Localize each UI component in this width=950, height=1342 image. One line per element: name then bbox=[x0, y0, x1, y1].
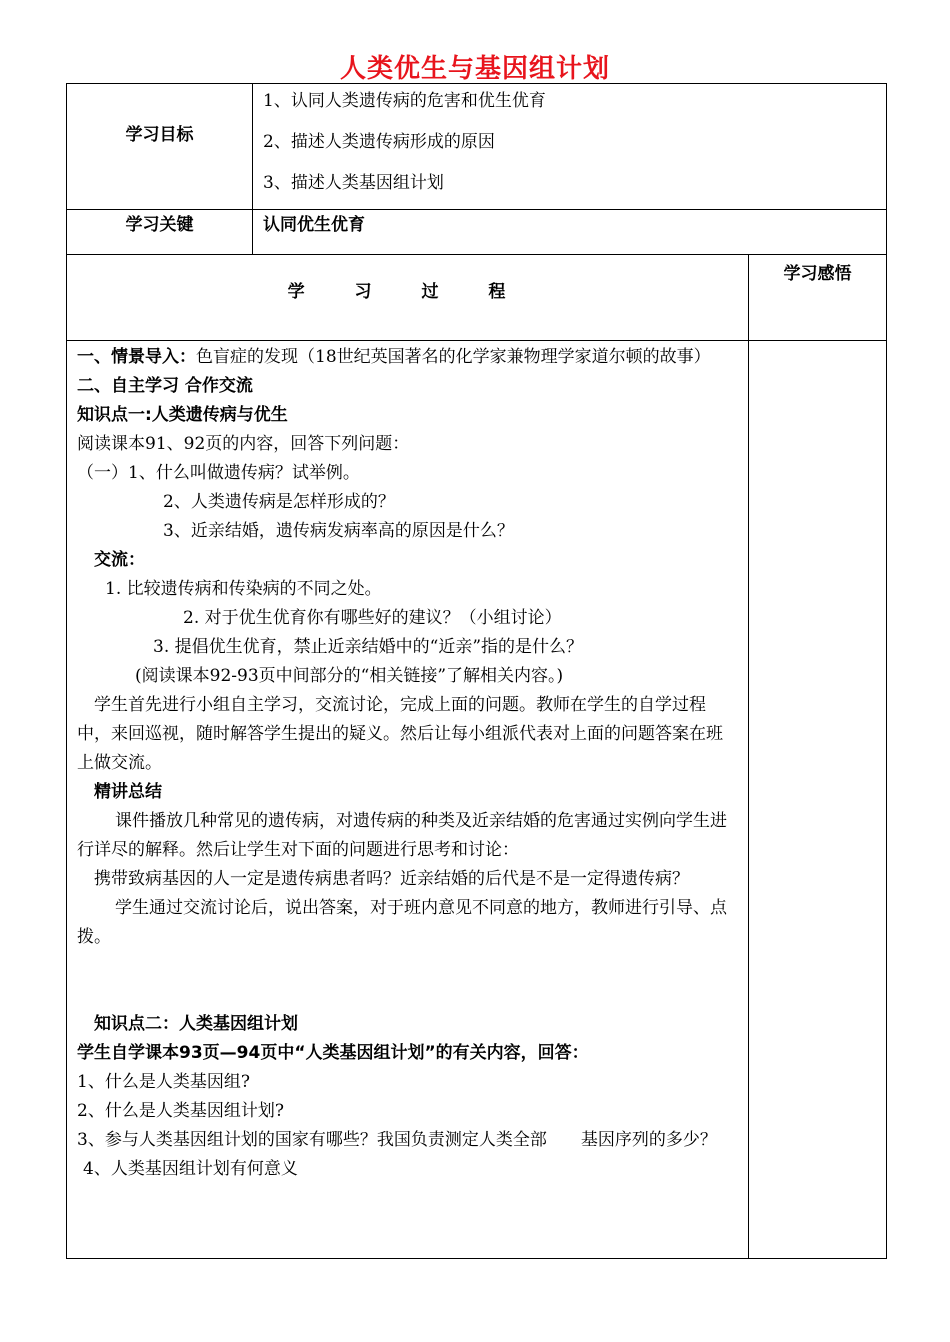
spacer bbox=[77, 952, 738, 1010]
question-2: 2、人类遗传病是怎样形成的？ bbox=[163, 492, 395, 512]
kp2-question-4: 4、人类基因组计划有何意义 bbox=[83, 1159, 298, 1179]
kp2-question-3: 3、参与人类基因组计划的国家有哪些？我国负责测定人类全部 基因序列的多少？ bbox=[77, 1130, 717, 1150]
kp2-question-2: 2、什么是人类基因组计划? bbox=[77, 1101, 284, 1121]
self-study-instruction: 学生自学课本93页—94页中“人类基因组计划”的有关内容，回答： bbox=[77, 1043, 589, 1063]
key-label: 学习关键 bbox=[67, 210, 253, 255]
objective-item: 2、描述人类遗传病形成的原因 bbox=[263, 132, 495, 152]
exchange-heading: 交流： bbox=[94, 550, 145, 570]
process-content-row bbox=[67, 341, 887, 1259]
paragraph-1: 学生首先进行小组自主学习，交流讨论，完成上面的问题。教师在学生的自学过程中，来回巡视，随时解答学生提出的疑义。然后让每小组派代表对上面的问题答案在班上做交流。 bbox=[77, 695, 723, 773]
paragraph-4: 学生通过交流讨论后，说出答案，对于班内意见不同意的地方，教师进行引导、点拨。 bbox=[77, 898, 727, 947]
knowledge-point-2-title: 知识点二：人类基因组计划 bbox=[94, 1014, 298, 1034]
question-1: （一）1、什么叫做遗传病？试举例。 bbox=[77, 463, 360, 483]
paragraph-3: 携带致病基因的人一定是遗传病患者吗？近亲结婚的后代是不是一定得遗传病？ bbox=[94, 869, 689, 889]
study-plan-table bbox=[66, 83, 887, 1259]
process-header-row bbox=[67, 255, 887, 341]
key-row bbox=[67, 210, 887, 255]
process-label: 学 习 过 程 bbox=[67, 255, 749, 341]
objectives-list bbox=[253, 84, 887, 210]
exchange-item-3: 3. 提倡优生优育，禁止近亲结婚中的“近亲”指的是什么？ bbox=[153, 637, 584, 657]
exchange-note: (阅读课本92-93页中间部分的“相关链接”了解相关内容。) bbox=[135, 666, 564, 686]
key-value: 认同优生优育 bbox=[253, 210, 887, 255]
reading-instruction: 阅读课本91、92页的内容，回答下列问题： bbox=[77, 434, 410, 454]
process-content bbox=[67, 341, 749, 1259]
reflection-column bbox=[749, 341, 887, 1259]
objective-item: 3、描述人类基因组计划 bbox=[263, 173, 444, 193]
kp2-question-1: 1、什么是人类基因组? bbox=[77, 1072, 250, 1092]
exchange-item-1: 1. 比较遗传病和传染病的不同之处。 bbox=[105, 579, 382, 599]
intro-heading: 一、情景导入： bbox=[77, 347, 196, 367]
section-heading: 二、自主学习 合作交流 bbox=[77, 376, 253, 396]
objectives-row bbox=[67, 84, 887, 210]
exchange-item-2: 2. 对于优生优育你有哪些好的建议？（小组讨论） bbox=[183, 608, 562, 628]
knowledge-point-1-title: 知识点一:人类遗传病与优生 bbox=[77, 405, 288, 425]
objectives-label: 学习目标 bbox=[67, 84, 253, 210]
intro bbox=[77, 343, 738, 372]
reflection-label: 学习感悟 bbox=[749, 255, 887, 341]
summary-heading: 精讲总结 bbox=[94, 782, 162, 802]
question-3: 3、近亲结婚，遗传病发病率高的原因是什么？ bbox=[163, 521, 514, 541]
paragraph-2: 课件播放几种常见的遗传病，对遗传病的种类及近亲结婚的危害通过实例向学生进行详尽的解释。然后让学生对下面的问题进行思考和讨论： bbox=[77, 811, 727, 860]
objective-item: 1、认同人类遗传病的危害和优生优育 bbox=[263, 91, 546, 111]
page-title: 人类优生与基因组计划 bbox=[339, 54, 610, 84]
intro-text: 色盲症的发现（18世纪英国著名的化学家兼物理学家道尔顿的故事） bbox=[196, 347, 711, 367]
